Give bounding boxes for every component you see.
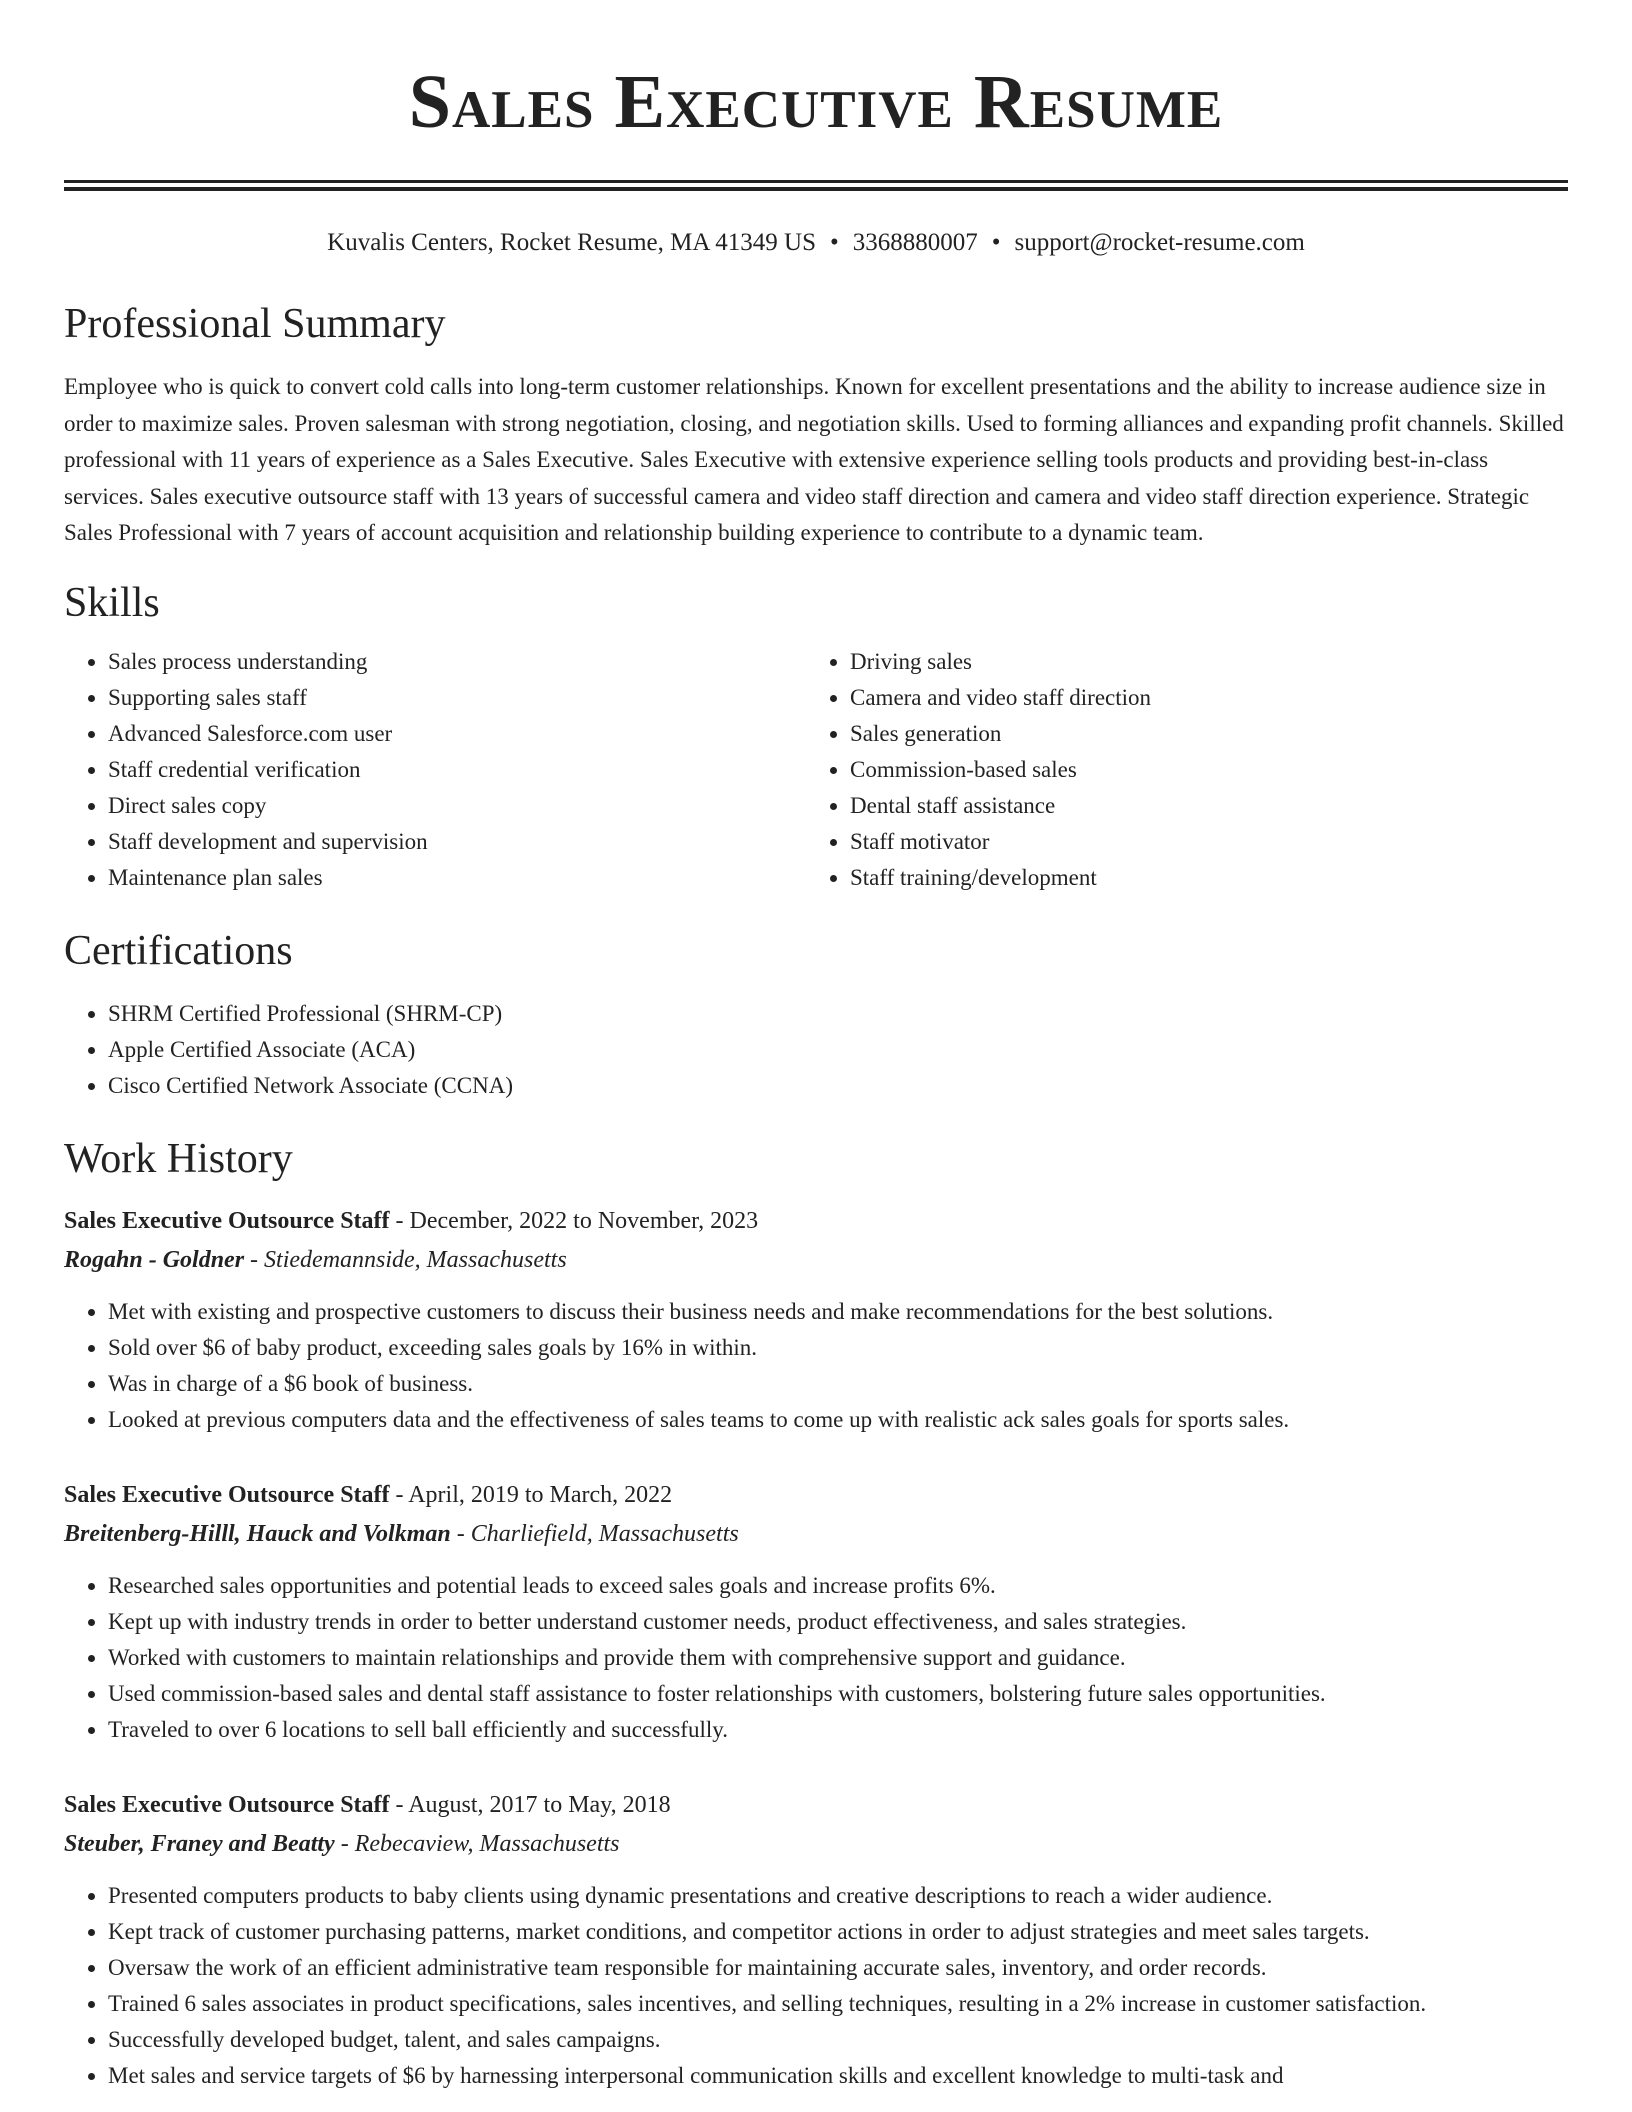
skills-list-left: [64, 644, 806, 896]
job-bullet: • Presented computers products to baby clients using dynamic presentations and creative descriptions to reach a wider audience.: [108, 1878, 1632, 1914]
certification-item: • SHRM Certified Professional (SHRM-CP): [108, 996, 1632, 1032]
job-entry: [64, 1202, 1632, 1438]
job-dash: -: [389, 1481, 409, 1508]
job-bullet: • Successfully developed budget, talent, and sales campaigns.: [108, 2022, 1632, 2058]
skills-heading: Skills: [64, 579, 160, 626]
skill-item: • Sales generation: [850, 716, 1548, 752]
job-company-line: [64, 1240, 1632, 1280]
job-location: Stiedemannside, Massachusetts: [264, 1246, 567, 1273]
skills-grid: [64, 644, 1568, 896]
job-company-line: [64, 1824, 1632, 1864]
job-title: Sales Executive Outsource Staff: [64, 1791, 390, 1818]
skill-item: • Driving sales: [850, 644, 1548, 680]
skill-item: • Camera and video staff direction: [850, 680, 1548, 716]
skill-item: • Advanced Salesforce.com user: [108, 716, 806, 752]
job-bullets: [64, 1294, 1632, 1438]
job-entry: [64, 1476, 1632, 1748]
certification-item: • Apple Certified Associate (ACA): [108, 1032, 1632, 1068]
skill-item: • Direct sales copy: [108, 788, 806, 824]
job-bullet: • Oversaw the work of an efficient administrative team responsible for maintaining accurate sales, inventory, and order records.: [108, 1950, 1632, 1986]
skill-item: • Dental staff assistance: [850, 788, 1548, 824]
job-location: Rebecaview, Massachusetts: [354, 1830, 620, 1857]
work-history-heading: Work History: [64, 1135, 293, 1182]
job-bullet: • Trained 6 sales associates in product specifications, sales incentives, and selling techniques, resulting in a 2% increase in customer satisfaction.: [108, 1986, 1632, 2022]
resume-page: [64, 0, 1632, 2094]
job-dash: -: [389, 1791, 409, 1818]
job-dates: August, 2017 to May, 2018: [408, 1791, 671, 1818]
skill-item: • Sales process understanding: [108, 644, 806, 680]
job-dates: April, 2019 to March, 2022: [408, 1481, 673, 1508]
contact-phone: 3368880007: [852, 229, 978, 256]
title-divider: [64, 180, 1568, 191]
contact-address: Kuvalis Centers, Rocket Resume, MA 41349 US: [327, 229, 817, 256]
job-location: Charliefield, Massachusetts: [470, 1520, 739, 1547]
job-dash: -: [450, 1520, 471, 1547]
job-bullet: • Was in charge of a $6 book of business.: [108, 1366, 1632, 1402]
job-bullet: • Looked at previous computers data and the effectiveness of sales teams to come up with realistic ack sales goals for sports sales.: [108, 1402, 1632, 1438]
skills-list-right: [806, 644, 1548, 896]
skills-column-right: [806, 644, 1548, 896]
skill-item: • Staff development and supervision: [108, 824, 806, 860]
job-bullet: • Sold over $6 of baby product, exceeding sales goals by 16% in within.: [108, 1330, 1632, 1366]
skill-item: • Staff motivator: [850, 824, 1548, 860]
skill-item: • Staff credential verification: [108, 752, 806, 788]
skill-item: • Staff training/development: [850, 860, 1548, 896]
job-bullet: • Kept track of customer purchasing patterns, market conditions, and competitor actions in order to adjust strategies and meet sales targets.: [108, 1914, 1632, 1950]
certifications-heading: Certifications: [64, 927, 293, 974]
job-bullet: • Worked with customers to maintain relationships and provide them with comprehensive support and guidance.: [108, 1640, 1632, 1676]
job-dash: -: [334, 1830, 355, 1857]
job-title-line: [64, 1202, 1632, 1240]
job-title: Sales Executive Outsource Staff: [64, 1481, 390, 1508]
job-bullet: • Traveled to over 6 locations to sell ball efficiently and successfully.: [108, 1712, 1632, 1748]
job-entry: [64, 1786, 1632, 2094]
contact-separator: •: [830, 229, 839, 256]
job-company: Steuber, Franey and Beatty: [64, 1830, 335, 1857]
job-dash: -: [389, 1207, 410, 1234]
job-bullet: • Researched sales opportunities and potential leads to exceed sales goals and increase profits 6%.: [108, 1568, 1632, 1604]
skill-item: • Supporting sales staff: [108, 680, 806, 716]
certifications-list: [64, 996, 1632, 1104]
job-bullet: • Kept up with industry trends in order to better understand customer needs, product effectiveness, and sales strategies.: [108, 1604, 1632, 1640]
job-title: Sales Executive Outsource Staff: [64, 1207, 390, 1234]
skill-item: • Maintenance plan sales: [108, 860, 806, 896]
resume-title: Sales Executive Resume: [408, 60, 1224, 144]
job-dates: December, 2022 to November, 2023: [409, 1207, 759, 1234]
skills-column-left: [64, 644, 806, 896]
job-bullet: • Met sales and service targets of $6 by harnessing interpersonal communication skills and excellent knowledge to multi-task and: [108, 2058, 1632, 2094]
job-dash: -: [244, 1246, 265, 1273]
contact-email: support@rocket-resume.com: [1014, 229, 1305, 256]
job-company-line: [64, 1514, 1632, 1554]
contact-separator: •: [991, 229, 1001, 256]
skill-item: • Commission-based sales: [850, 752, 1548, 788]
job-bullet: • Used commission-based sales and dental staff assistance to foster relationships with customers, bolstering future sales opportunities.: [108, 1676, 1632, 1712]
job-company: Rogahn - Goldner: [64, 1246, 245, 1273]
job-title-line: [64, 1786, 1632, 1824]
certification-item: • Cisco Certified Network Associate (CCNA): [108, 1068, 1632, 1104]
contact-line: [64, 227, 1568, 259]
job-bullets: [64, 1568, 1632, 1748]
summary-heading: Professional Summary: [64, 301, 446, 347]
job-company: Breitenberg-Hilll, Hauck and Volkman: [64, 1520, 451, 1547]
job-bullets: [64, 1878, 1632, 2094]
summary-text: Employee who is quick to convert cold calls into long-term customer relationships. Known for excellent presentations and the ability to increase audience size in order to maximize sales. Proven salesman with strong negotiation, closing, and negotiation skills. Used to forming alliances and expanding profit channels. Skilled professional with 11 years of experience as a Sales Executive. Sales Executive with extensive experience selling tools products and providing best-in-class services. Sales executive outsource staff with 13 years of successful camera and video staff direction and camera and video staff direction experience. Strategic Sales Professional with 7 years of account acquisition and relationship building experience to contribute to a dynamic team.: [64, 374, 1564, 545]
job-bullet: • Met with existing and prospective customers to discuss their business needs and make recommendations for the best solutions.: [108, 1294, 1632, 1330]
job-title-line: [64, 1476, 1632, 1514]
